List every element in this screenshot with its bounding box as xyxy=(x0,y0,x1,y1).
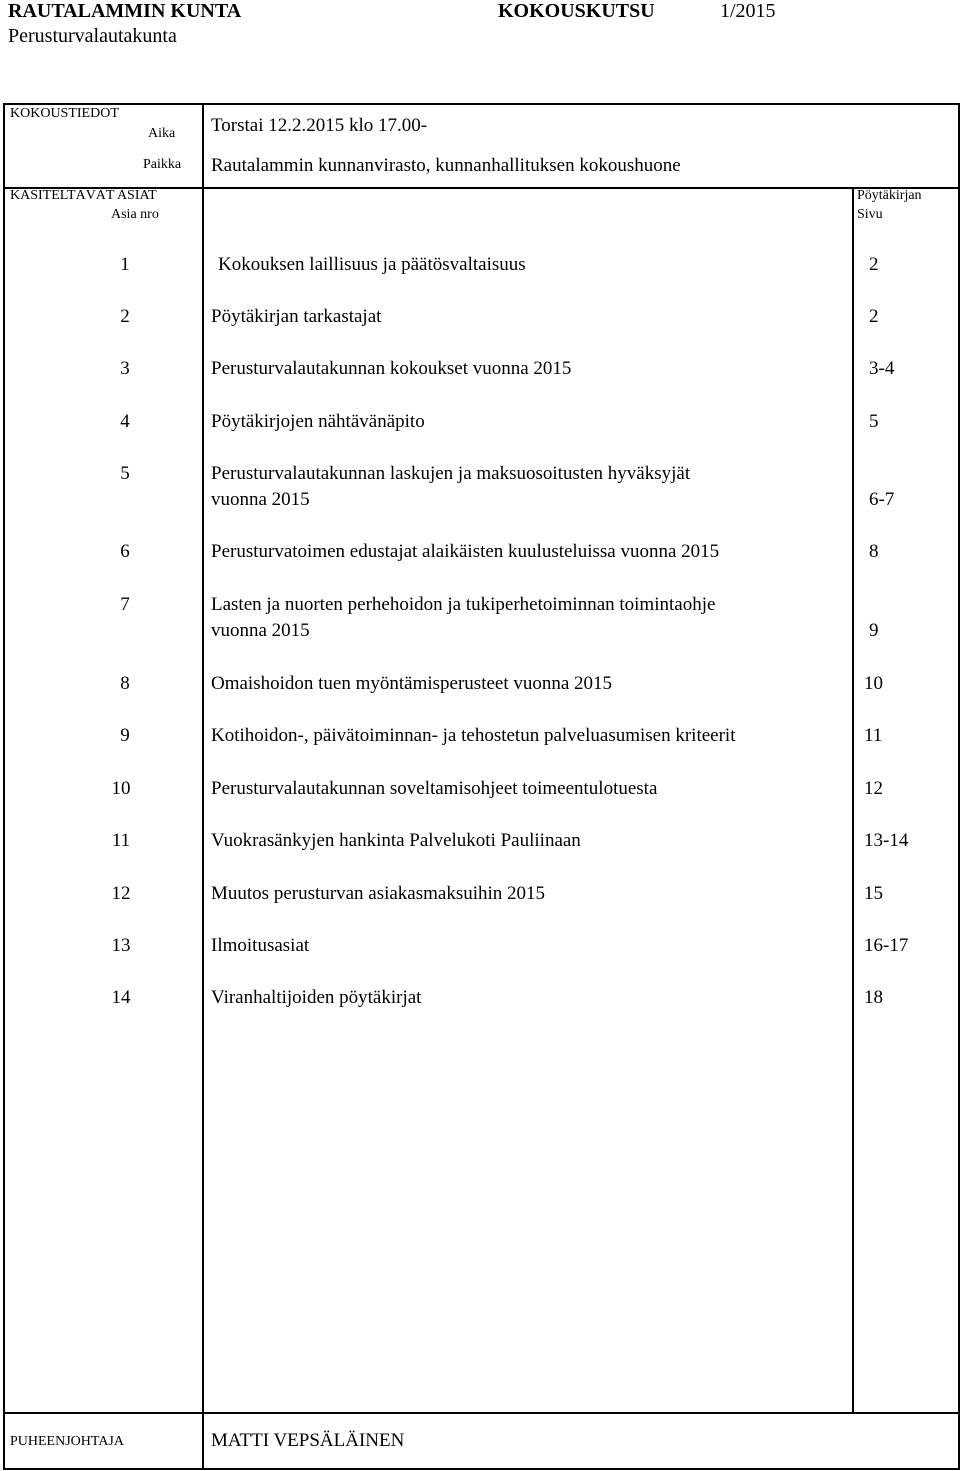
agenda-number-label: Asia nro xyxy=(111,207,159,222)
agenda-item-number: 11 xyxy=(111,830,131,851)
agenda-item-number: 6 xyxy=(120,541,130,562)
chair-name: MATTI VEPSÄLÄINEN xyxy=(211,1430,405,1451)
chair-label: PUHEENJOHTAJA xyxy=(10,1434,124,1449)
agenda-item-number: 4 xyxy=(120,411,130,432)
agenda-item-title: Perusturvalautakunnan soveltamisohjeet toimeentulotuesta xyxy=(211,778,658,799)
agenda-item-title: Lasten ja nuorten perhehoidon ja tukiperhetoiminnan toimintaohje xyxy=(211,594,716,615)
page-label: Sivu xyxy=(857,207,883,222)
agenda-label: KÄSITELTÄVÄT ASIAT xyxy=(10,188,157,203)
agenda-item-title: Perusturvalautakunnan laskujen ja maksuosoitusten hyväksyjät xyxy=(211,463,691,484)
agenda-item-number: 3 xyxy=(120,358,130,379)
agenda-item-page: 15 xyxy=(864,883,883,904)
agenda-item-number: 2 xyxy=(120,306,130,327)
agenda-item-title-continued: vuonna 2015 xyxy=(211,489,310,510)
agenda-item-page: 2 xyxy=(869,254,879,275)
agenda-item-title: Perusturvalautakunnan kokoukset vuonna 2015 xyxy=(211,358,572,379)
organization-name: RAUTALAMMIN KUNTA xyxy=(8,0,242,22)
place-label: Paikka xyxy=(143,157,182,172)
committee-name: Perusturvalautakunta xyxy=(8,25,177,47)
agenda-item-title: Muutos perusturvan asiakasmaksuihin 2015 xyxy=(211,883,546,904)
agenda-item-page: 5 xyxy=(869,411,879,432)
agenda-item-page: 6-7 xyxy=(869,489,895,510)
agenda-item-number: 14 xyxy=(111,987,131,1008)
agenda-item-number: 1 xyxy=(120,254,130,275)
meeting-info-label: KOKOUSTIEDOT xyxy=(10,106,119,121)
agenda-item-number: 9 xyxy=(120,725,130,746)
agenda-item-page: 3-4 xyxy=(869,358,895,379)
agenda-item-title: Pöytäkirjan tarkastajat xyxy=(211,306,382,327)
agenda-item-title: Omaishoidon tuen myöntämisperusteet vuonna 2015 xyxy=(211,673,613,694)
agenda-item-page: 8 xyxy=(869,541,879,562)
agenda-item-number: 10 xyxy=(111,778,131,799)
agenda-item-number: 8 xyxy=(120,673,130,694)
agenda-item-page: 11 xyxy=(864,725,883,746)
agenda-item-title: Kokouksen laillisuus ja päätösvaltaisuus xyxy=(218,254,526,275)
agenda-item-title: Pöytäkirjojen nähtävänäpito xyxy=(211,411,425,432)
agenda-item-number: 13 xyxy=(111,935,131,956)
meeting-time: Torstai 12.2.2015 klo 17.00- xyxy=(211,115,428,136)
agenda-item-title: Vuokrasänkyjen hankinta Palvelukoti Pauliinaan xyxy=(211,830,581,851)
agenda-item-page: 13-14 xyxy=(864,830,909,851)
agenda-item-number: 5 xyxy=(120,463,130,484)
agenda-item-number: 7 xyxy=(120,594,130,615)
agenda-item-number: 12 xyxy=(111,883,131,904)
document-type: KOKOUSKUTSU xyxy=(498,0,655,22)
agenda-item-page: 2 xyxy=(869,306,879,327)
agenda-item-page: 18 xyxy=(864,987,883,1008)
time-label: Aika xyxy=(148,126,176,141)
agenda-item-page: 12 xyxy=(864,778,883,799)
meeting-place: Rautalammin kunnanvirasto, kunnanhallituksen kokoushuone xyxy=(211,155,681,176)
minutes-label: Pöytäkirjan xyxy=(857,188,922,203)
agenda-item-page: 9 xyxy=(869,620,879,641)
agenda-item-title: Ilmoitusasiat xyxy=(211,935,310,956)
document-number: 1/2015 xyxy=(720,0,776,22)
agenda-item-page: 16-17 xyxy=(864,935,909,956)
agenda-item-title-continued: vuonna 2015 xyxy=(211,620,310,641)
agenda-item-title: Perusturvatoimen edustajat alaikäisten kuulusteluissa vuonna 2015 xyxy=(211,541,720,562)
agenda-item-page: 10 xyxy=(864,673,883,694)
agenda-item-title: Kotihoidon-, päivätoiminnan- ja tehostetun palveluasumisen kriteerit xyxy=(211,725,736,746)
agenda-item-title: Viranhaltijoiden pöytäkirjat xyxy=(211,987,422,1008)
